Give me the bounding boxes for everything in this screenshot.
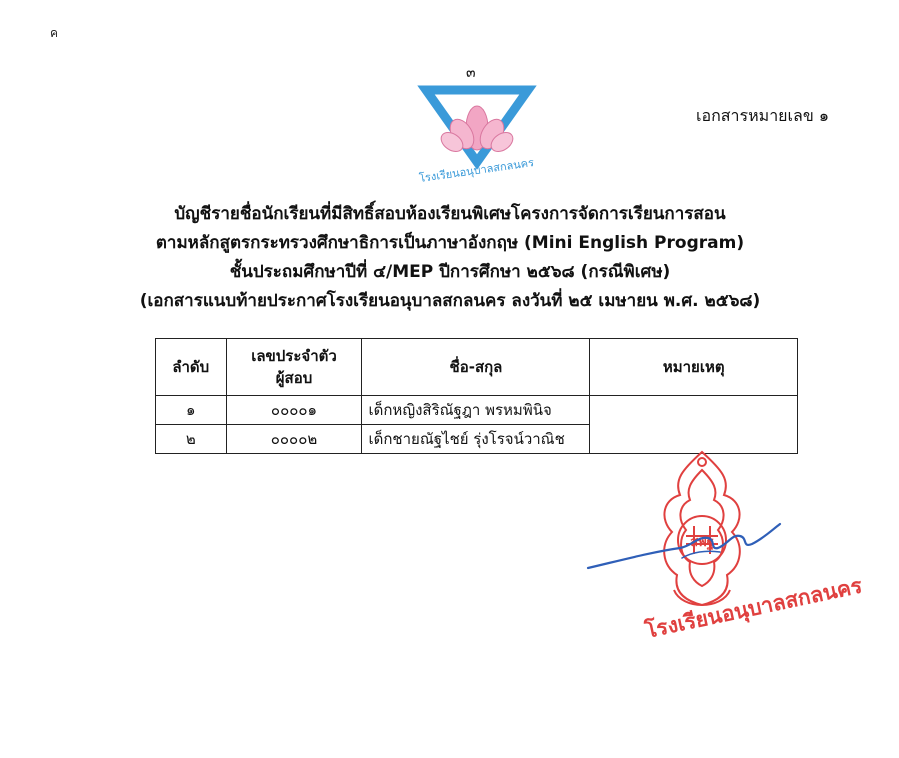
row-exam-id: ๐๐๐๐๑ bbox=[226, 396, 362, 425]
signature-underline-icon bbox=[682, 551, 720, 558]
row-exam-id: ๐๐๐๐๒ bbox=[226, 425, 362, 454]
corner-mark: ค bbox=[50, 26, 59, 40]
signature-icon bbox=[588, 524, 780, 568]
candidate-table bbox=[155, 338, 798, 454]
header-exam-id-line1: เลขประจำตัว bbox=[251, 347, 337, 365]
document-number: เอกสารหมายเลข ๑ bbox=[695, 106, 829, 125]
table-header-row bbox=[156, 339, 798, 396]
title-line-2: ตามหลักสูตรกระทรวงศึกษาธิการเป็นภาษาอังกฤษ (Mini English Program) bbox=[155, 233, 745, 253]
title-block bbox=[100, 200, 800, 316]
stamp-text: โรงเรียนอนุบาลสกลนคร bbox=[643, 573, 865, 643]
seal-text: สพฐ bbox=[690, 535, 714, 550]
header-remark: หมายเหตุ bbox=[590, 339, 798, 396]
title-line-3: ชั้นประถมศึกษาปีที่ ๔/MEP ปีการศึกษา ๒๕๖๘ (กรณีพิเศษ) bbox=[229, 262, 671, 282]
seal-icon bbox=[664, 452, 740, 605]
row-name: เด็กชายณัฐไชย์ รุ่งโรจน์วาณิช bbox=[362, 425, 590, 454]
row-order: ๒ bbox=[156, 425, 227, 454]
title-line-1: บัญชีรายชื่อนักเรียนที่มีสิทธิ์สอบห้องเรียนพิเศษโครงการจัดการเรียนการสอน bbox=[174, 204, 726, 224]
header-order: ลำดับ bbox=[156, 339, 227, 396]
header-exam-id bbox=[226, 339, 362, 396]
page-number: ๓ bbox=[466, 65, 476, 81]
official-stamp bbox=[582, 440, 865, 660]
row-order: ๑ bbox=[156, 396, 227, 425]
logo-text: โรงเรียนอนุบาลสกลนคร bbox=[418, 156, 535, 186]
school-logo bbox=[418, 84, 535, 186]
header-name: ชื่อ-สกุล bbox=[362, 339, 590, 396]
table-row bbox=[156, 396, 798, 425]
row-name: เด็กหญิงสิริณัฐฎา พรหมพินิจ bbox=[362, 396, 590, 425]
title-line-4: (เอกสารแนบท้ายประกาศโรงเรียนอนุบาลสกลนคร ลงวันที่ ๒๕ เมษายน พ.ศ. ๒๕๖๘) bbox=[139, 291, 761, 311]
header-exam-id-line2: ผู้สอบ bbox=[275, 369, 313, 387]
